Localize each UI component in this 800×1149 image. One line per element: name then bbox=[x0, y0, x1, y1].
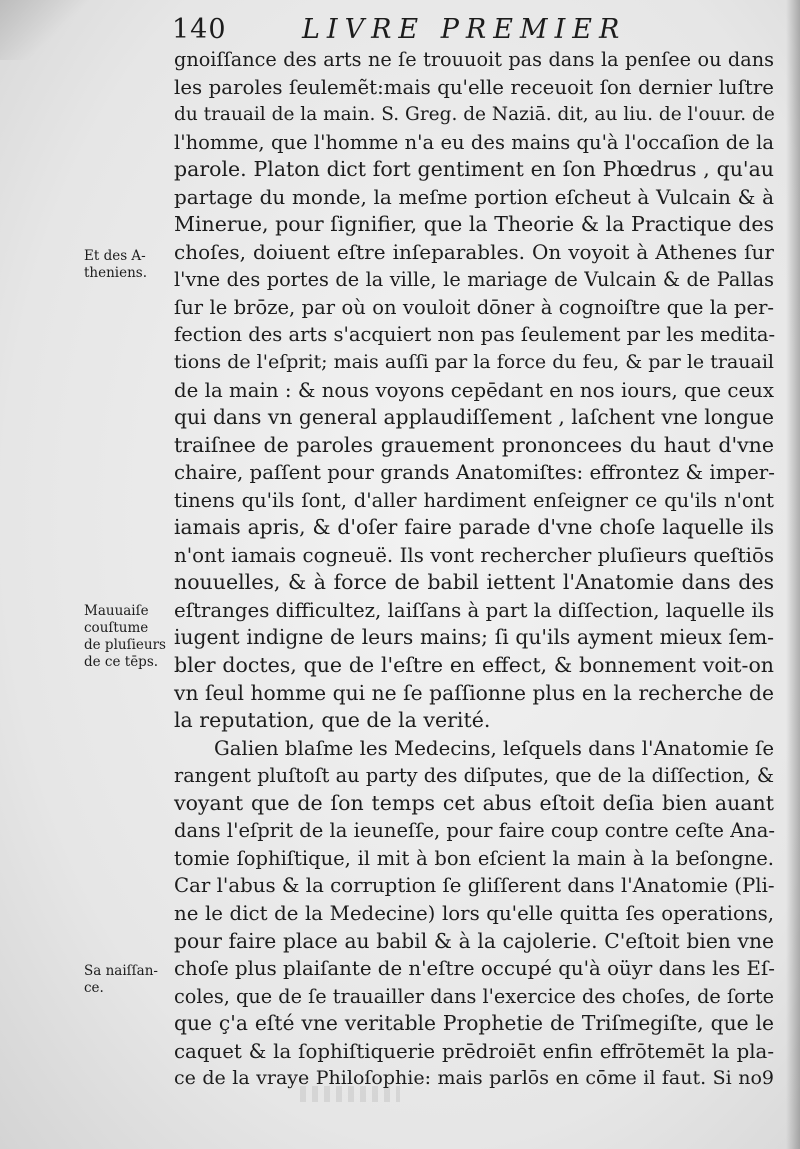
text-line: du trauail de la main. S. Greg. de Naziā. dit, au liu. de l'ouur. de bbox=[174, 104, 775, 126]
text-line: ſur le brōze, par où on vouloit dōner à cognoiſtre que la per- bbox=[174, 295, 774, 319]
margin-note-line: de pluſieurs bbox=[84, 637, 166, 653]
text-line: l'homme, que l'homme n'a eu des mains qu'à l'occaſion de la bbox=[174, 130, 774, 154]
text-line: que ç'a eſté vne veritable Prophetie de Triſmegiſte, que le bbox=[174, 1011, 774, 1036]
page-number: 140 bbox=[172, 14, 227, 45]
text-line: choſe plus plaiſante de n'eſtre occupé qu'à oüyr dans les Eſ- bbox=[174, 957, 775, 981]
text-line: parole. Platon dict fort gentiment en ſon Phœdrus , qu'au bbox=[174, 157, 774, 182]
text-line: caquet & la ſophiſtiquerie prēdroiēt enfin effrōtemēt la pla- bbox=[174, 1039, 774, 1063]
text-line: coles, que de ſe trauailler dans l'exercice des choſes, de ſorte bbox=[174, 984, 774, 1008]
text-line: gnoiſſance des arts ne ſe trouuoit pas dans la penſee ou dans bbox=[174, 48, 774, 71]
margin-note-bad-custom bbox=[84, 603, 174, 671]
margin-note-athenians bbox=[84, 248, 174, 282]
margin-note-line: Sa naiſſan- bbox=[84, 963, 158, 979]
margin-note-birth bbox=[84, 963, 174, 997]
text-line: vn ſeul homme qui ne ſe paſſionne plus en la recherche de bbox=[174, 680, 774, 705]
text-line: Car l'abus & la corruption ſe gliſſerent dans l'Anatomie (Pli- bbox=[174, 874, 775, 898]
text-line: traiſnee de paroles grauement prononcees du haut d'vne bbox=[174, 432, 774, 457]
margin-note-line: Mauuaiſe bbox=[84, 603, 149, 619]
show-through-smudge bbox=[300, 1086, 400, 1102]
text-line: fection des arts s'acquiert non pas ſeulement par les medita- bbox=[174, 323, 776, 347]
text-line: choſes, doiuent eſtre inſeparables. On voyoit à Athenes ſur bbox=[174, 239, 774, 264]
text-line: iugent indigne de leurs mains; ſi qu'ils ayment mieux ſem- bbox=[174, 625, 774, 650]
margin-note-line: Et des A- bbox=[84, 248, 146, 264]
margin-note-line: de ce tēps. bbox=[84, 654, 159, 670]
text-line: les paroles ſeulemẽt:mais qu'elle receuoit ſon dernier luſtre bbox=[174, 75, 774, 99]
margin-note-line: couſtume bbox=[84, 620, 149, 636]
text-line: Minerue, pour ſignifier, que la Theorie & la Practique des bbox=[174, 212, 774, 237]
text-line: iamais apris, & d'oſer faire parade d'vne choſe laquelle ils bbox=[174, 515, 774, 540]
text-line: ne le dict de la Medecine) lors qu'elle quitta ſes operations, bbox=[174, 901, 774, 925]
text-line: nouuelles, & à force de babil iettent l'Anatomie dans des bbox=[174, 570, 774, 595]
running-title: LIVRE PREMIER bbox=[302, 14, 627, 45]
text-line: de la main : & nous voyons cepēdant en nos iours, que ceux bbox=[174, 378, 774, 402]
text-line: n'ont iamais cogneuë. Ils vont rechercher pluſieurs queſtiōs bbox=[174, 543, 774, 567]
text-line: qui dans vn general applaudiſſement , laſchent vne longue bbox=[174, 405, 774, 430]
text-line: dans l'eſprit de la ieuneſſe, pour faire coup contre ceſte Ana- bbox=[174, 819, 775, 843]
margin-note-line: ce. bbox=[84, 980, 104, 996]
text-line: l'vne des portes de la ville, le mariage de Vulcain & de Pallas bbox=[174, 268, 774, 292]
main-text-block bbox=[174, 46, 774, 1093]
text-line: partage du monde, la meſme portion eſcheut à Vulcain & à bbox=[174, 184, 774, 209]
text-line: chaire, paſſent pour grands Anatomiſtes: effrontez & imper- bbox=[174, 461, 775, 485]
text-line: eſtranges difficultez, laiſſans à part la diſſection, laquelle ils bbox=[174, 598, 775, 622]
paragraph-start-line: Galien blaſme les Medecins, leſquels dans l'Anatomie ſe bbox=[214, 736, 775, 760]
text-line: tomie ſophiſtique, il mit à bon eſcient la main à la beſongne. bbox=[174, 846, 774, 870]
margin-note-line: theniens. bbox=[84, 265, 148, 281]
text-line: rangent pluſtoſt au party des diſputes, que de la diſſection, & bbox=[174, 764, 774, 788]
text-line: voyant que de ſon temps cet abus eſtoit deſia bien auant bbox=[174, 790, 774, 815]
text-line: ce de la vraye Philoſophie: mais parlōs en cōme il faut. Si no9 bbox=[174, 1067, 774, 1090]
text-line: bler doctes, que de l'eſtre en effect, & bonnement voit-on bbox=[174, 653, 774, 678]
paragraph-end-line: la reputation, que de la verité. bbox=[174, 708, 491, 733]
text-line: tinens qu'ils ſont, d'aller hardiment enſeigner ce qu'ils n'ont bbox=[174, 488, 774, 512]
text-line: tions de l'eſprit; mais auſſi par la force du feu, & par le trauail bbox=[174, 351, 774, 374]
text-line: pour faire place au babil & à la cajolerie. C'eſtoit bien vne bbox=[174, 928, 774, 953]
